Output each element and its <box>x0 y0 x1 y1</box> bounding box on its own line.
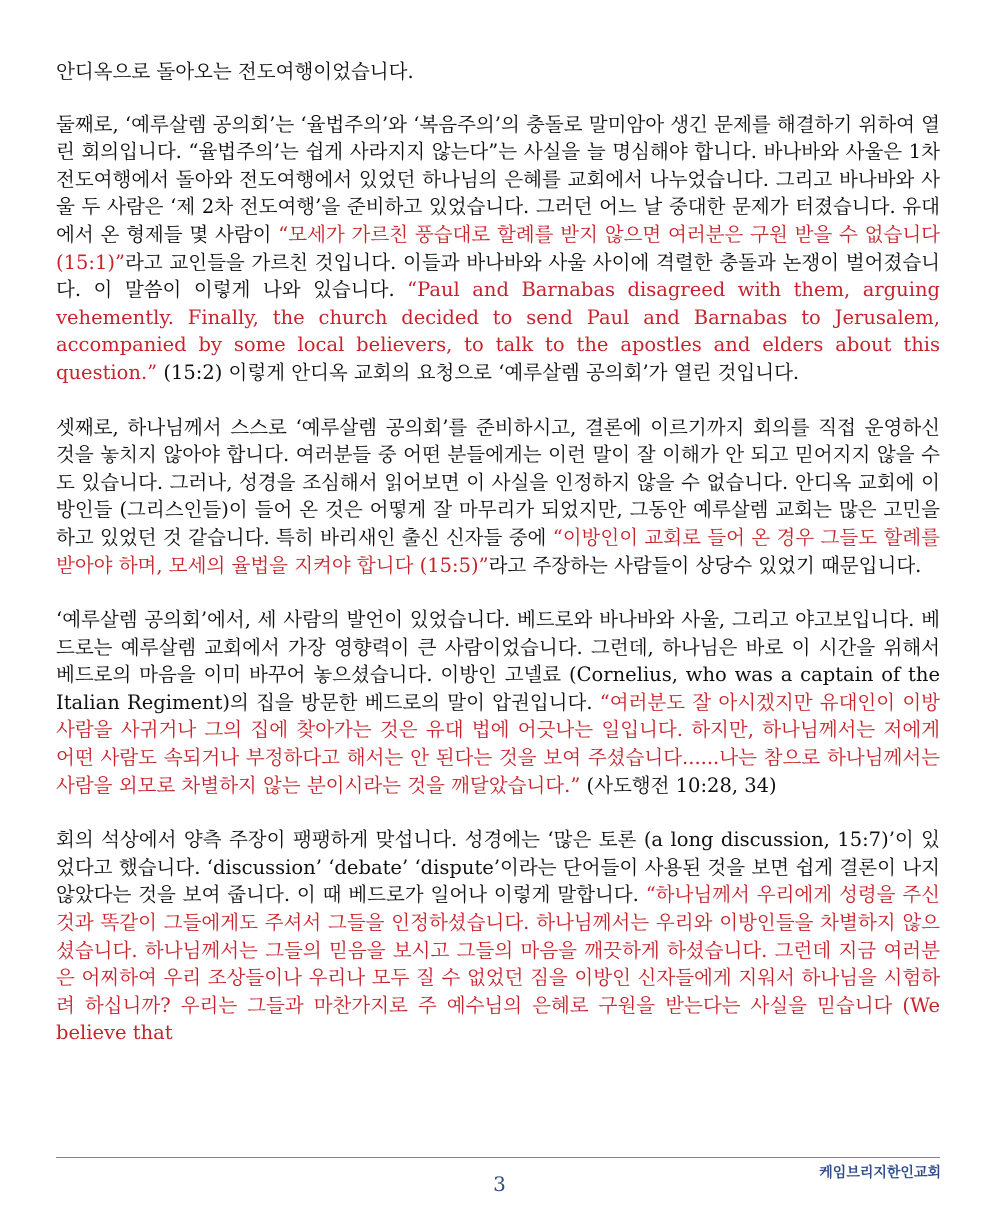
paragraph-jerusalem-council <box>56 606 940 799</box>
quoted-scripture: “이방인이 교회로 들어 온 경우 그들도 할례를 받아야 하며, 모세의 율법을 지켜야 합니다 (15:5)” <box>56 525 940 577</box>
body-text: (15:2) 이렇게 안디옥 교회의 요청으로 ‘예루살렘 공의회’가 열린 것입니다. <box>157 360 800 384</box>
quoted-scripture: “하나님께서 우리에게 성령을 주신 것과 똑같이 그들에게도 주셔서 그들을 인정하셨습니다. 하나님께서는 우리와 이방인들을 차별하지 않으셨습니다. 하나님께서는 그들의 믿음을 보시고 그들의 마음을 깨끗하게 하셨습니다. 그런데 지금 여러분은 어찌하여 우리 조상들이나 우리나 모두 질 수 없었던 짐을 이방인 신자들에게 지워서 하나님을 시험하려 하십니까? 우리는 그들과 마찬가지로 주 예수님의 은혜로 구원을 받는다는 사실을 믿습니다 (We believe that <box>56 883 940 1045</box>
body-text: 안디옥으로 돌아오는 전도여행이었습니다. <box>56 60 414 83</box>
paragraph-intro-ending <box>56 58 940 86</box>
quoted-scripture: “여러분도 잘 아시겠지만 유대인이 이방 사람을 사귀거나 그의 집에 찾아가는 것은 유대 법에 어긋나는 일입니다. 하지만, 하나님께서는 저에게 어떤 사람도 속되거나 부정하다고 해서는 안 된다는 것을 보여 주셨습니다......나는 참으로 하나님께서는 사람을 외모로 차별하지 않는 분이시라는 것을 깨달았습니다.” <box>56 690 941 797</box>
church-name: 케임브리지한인교회 <box>819 1165 941 1181</box>
quoted-scripture: “모세가 가르친 풍습대로 할례를 받지 않으면 여러분은 구원 받을 수 없습니다 (15:1)” <box>56 222 940 274</box>
body-text: 둘째로, ‘예루살렘 공의회’는 ‘율법주의’와 ‘복음주의’의 충돌로 말미암아 생긴 문제를 해결하기 위하여 열린 회의입니다. “율법주의’는 쉽게 사라지지 않는다”는 사실을 늘 명심해야 합니다. 바나바와 사울은 1차 전도여행에서 돌아와 전도여행에서 있었던 하나님의 은혜를 교회에서 나누었습니다. 그리고 바나바와 사울 두 사람은 ‘제 2차 전도여행’을 준비하고 있었습니다. 그러던 어느 날 중대한 문제가 터졌습니다. 유대에서 온 형제들 몇 사람이 <box>56 112 940 246</box>
paragraph-third-point <box>56 414 940 580</box>
quoted-scripture: “Paul and Barnabas disagreed with them, arguing vehemently. Finally, the church decided to send Paul and Barnabas to Jerusalem, accompanied by some local believers, to talk to the apostles and elders about this question.” <box>56 278 940 384</box>
body-text: 회의 석상에서 양측 주장이 팽팽하게 맞섭니다. 성경에는 ‘많은 토론 (a long discussion, 15:7)’이 있었다고 했습니다. ‘discussion’ ‘debate’ ‘dispute’이라는 단어들이 사용된 것을 보면 쉽게 결론이 나지 않았다는 것을 보여 줍니다. 이 때 베드로가 일어나 이렇게 말합니다. <box>56 828 940 907</box>
body-text: 라고 교인들을 가르친 것입니다. 이들과 바나바와 사울 사이에 격렬한 충돌과 논쟁이 벌어졌습니다. 이 말씀이 이렇게 나와 있습니다. <box>56 250 940 302</box>
body-text: ‘예루살렘 공의회’에서, 세 사람의 발언이 있었습니다. 베드로와 바나바와 사울, 그리고 야고보입니다. 베드로는 예루살렘 교회에서 가장 영향력이 큰 사람이었습니다. 그런데, 하나님은 바로 이 시간을 위해서 베드로의 마음을 이미 바꾸어 놓으셨습니다. 이방인 고넬료 (Cornelius, who was a captain of the Italian Regiment)의 집을 방문한 베드로의 말이 압권입니다. <box>56 608 940 714</box>
footer-divider <box>56 1157 940 1158</box>
document-body <box>56 58 940 1074</box>
paragraph-council-debate <box>56 826 940 1047</box>
body-text: 라고 주장하는 사람들이 상당수 있었기 때문입니다. <box>488 553 922 577</box>
body-text: 셋째로, 하나님께서 스스로 ‘예루살렘 공의회’를 준비하시고, 결론에 이르기까지 회의를 직접 운영하신 것을 놓치지 않아야 합니다. 여러분들 중 어떤 분들에게는 이런 말이 잘 이해가 안 되고 믿어지지 않을 수도 있습니다. 그러나, 성경을 조심해서 읽어보면 이 사실을 인정하지 않을 수 없습니다. 안디옥 교회에 이방인들 (그리스인들)이 들어 온 것은 어떻게 잘 마무리가 되었지만, 그동안 예루살렘 교회는 많은 고민을 하고 있었던 것 같습니다. 특히 바리새인 출신 신자들 중에 <box>56 415 940 549</box>
page-number: 3 <box>493 1172 506 1196</box>
paragraph-second-point <box>56 111 940 387</box>
body-text: (사도행전 10:28, 34) <box>580 773 777 797</box>
